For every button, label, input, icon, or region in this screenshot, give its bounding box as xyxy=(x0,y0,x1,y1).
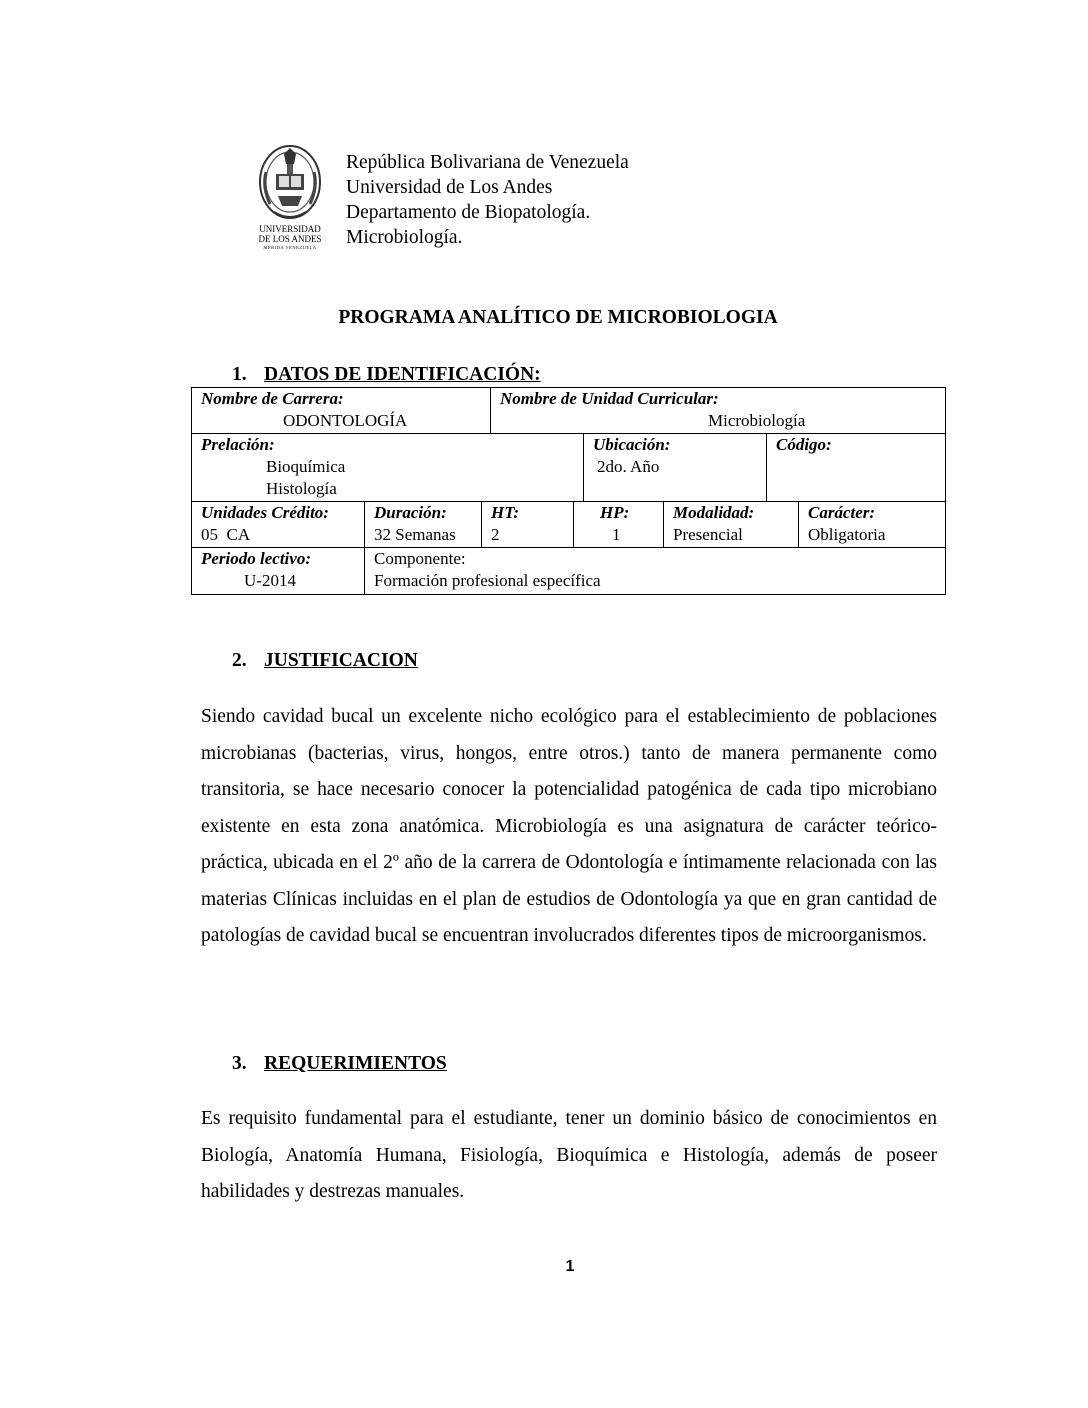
table-row xyxy=(191,387,946,434)
table-cell xyxy=(364,502,481,547)
requerimientos-paragraph: Es requisito fundamental para el estudiante, tener un dominio básico de conocimientos en Biología, Anatomía Humana, Fisiología, Bioquímica e Histología, además de poseer habilidades y destrezas manuales. xyxy=(201,1108,937,1202)
header-line: Departamento de Biopatología. xyxy=(346,202,591,223)
section-title: JUSTIFICACION xyxy=(264,650,418,671)
duracion-value: 32 Semanas xyxy=(374,525,456,544)
duracion-label: Duración: xyxy=(374,503,447,522)
hp-label: HP: xyxy=(600,503,630,522)
unidad-value: Microbiología xyxy=(708,411,806,430)
table-cell xyxy=(583,434,766,501)
table-cell xyxy=(663,502,798,547)
section-number: 3. xyxy=(232,1053,247,1074)
ubicacion-value: 2do. Año xyxy=(597,457,660,476)
section-title: DATOS DE IDENTIFICACIÓN: xyxy=(264,364,541,385)
table-cell xyxy=(192,388,490,433)
table-cell xyxy=(573,502,663,547)
creditos-value: 05 CA xyxy=(201,525,251,544)
table-cell xyxy=(481,502,573,547)
table-cell xyxy=(192,502,364,547)
table-cell xyxy=(766,434,945,501)
ht-value: 2 xyxy=(491,525,500,544)
logo-text-line1: UNIVERSIDAD xyxy=(259,224,321,234)
logo-text-line3: MÉRIDA VENEZUELA xyxy=(263,245,317,250)
section-heading-1 xyxy=(232,364,541,386)
modalidad-value: Presencial xyxy=(673,525,743,544)
table-cell xyxy=(490,388,945,433)
header-line: Universidad de Los Andes xyxy=(346,177,553,198)
table-cell xyxy=(798,502,945,547)
justificacion-paragraph: Siendo cavidad bucal un excelente nicho ecológico para el establecimiento de poblaciones microbianas (bacterias, virus, hongos, entre otros.) tanto de manera permanente como transitoria, se hace necesario conocer la potencialidad patogénica de cada tipo microbiano existente en esta zona anatómica. Microbiología es una asignatura de carácter teórico-práctica, ubicada en el 2º año de la carrera de Odontología e íntimamente relacionada con las materias Clínicas incluidas en el plan de estudios de Odontología ya que en gran cantidad de patologías de cavidad bucal se encuentran involucrados diferentes tipos de microorganismos. xyxy=(201,706,937,946)
table-cell xyxy=(192,434,583,501)
componente-label: Componente: xyxy=(374,549,466,568)
ht-label: HT: xyxy=(491,503,520,522)
table-cell xyxy=(364,548,945,594)
section-number: 1. xyxy=(232,364,247,385)
caracter-value: Obligatoria xyxy=(808,525,886,544)
carrera-value: ODONTOLOGÍA xyxy=(283,411,408,430)
section-heading-2 xyxy=(232,650,418,672)
identification-table xyxy=(191,387,946,595)
ubicacion-label: Ubicación: xyxy=(593,435,671,454)
prelacion-value: Bioquímica xyxy=(266,457,346,476)
institution-header xyxy=(346,150,629,250)
prelacion-value: Histología xyxy=(266,479,337,498)
table-row xyxy=(191,501,946,548)
componente-value: Formación profesional específica xyxy=(374,571,601,590)
document-title: PROGRAMA ANALÍTICO DE MICROBIOLOGIA xyxy=(338,307,778,328)
section-heading-3 xyxy=(232,1053,447,1075)
logo-text-line2: DE LOS ANDES xyxy=(258,234,322,244)
section-title: REQUERIMIENTOS xyxy=(264,1053,447,1074)
carrera-label: Nombre de Carrera: xyxy=(201,389,344,408)
table-cell xyxy=(192,548,364,594)
periodo-value: U-2014 xyxy=(244,571,296,590)
hp-value: 1 xyxy=(612,525,621,544)
periodo-label: Periodo lectivo: xyxy=(201,549,311,568)
creditos-label: Unidades Crédito: xyxy=(201,503,329,522)
section-number: 2. xyxy=(232,650,247,671)
page-number: 1 xyxy=(565,1258,575,1275)
unidad-label: Nombre de Unidad Curricular: xyxy=(500,389,719,408)
header-line: Microbiología. xyxy=(346,227,463,248)
modalidad-label: Modalidad: xyxy=(673,503,755,522)
table-row xyxy=(191,433,946,502)
table-row xyxy=(191,547,946,595)
codigo-label: Código: xyxy=(776,435,832,454)
prelacion-label: Prelación: xyxy=(201,435,275,454)
caracter-label: Carácter: xyxy=(808,503,876,522)
header-line: República Bolivariana de Venezuela xyxy=(346,152,629,173)
